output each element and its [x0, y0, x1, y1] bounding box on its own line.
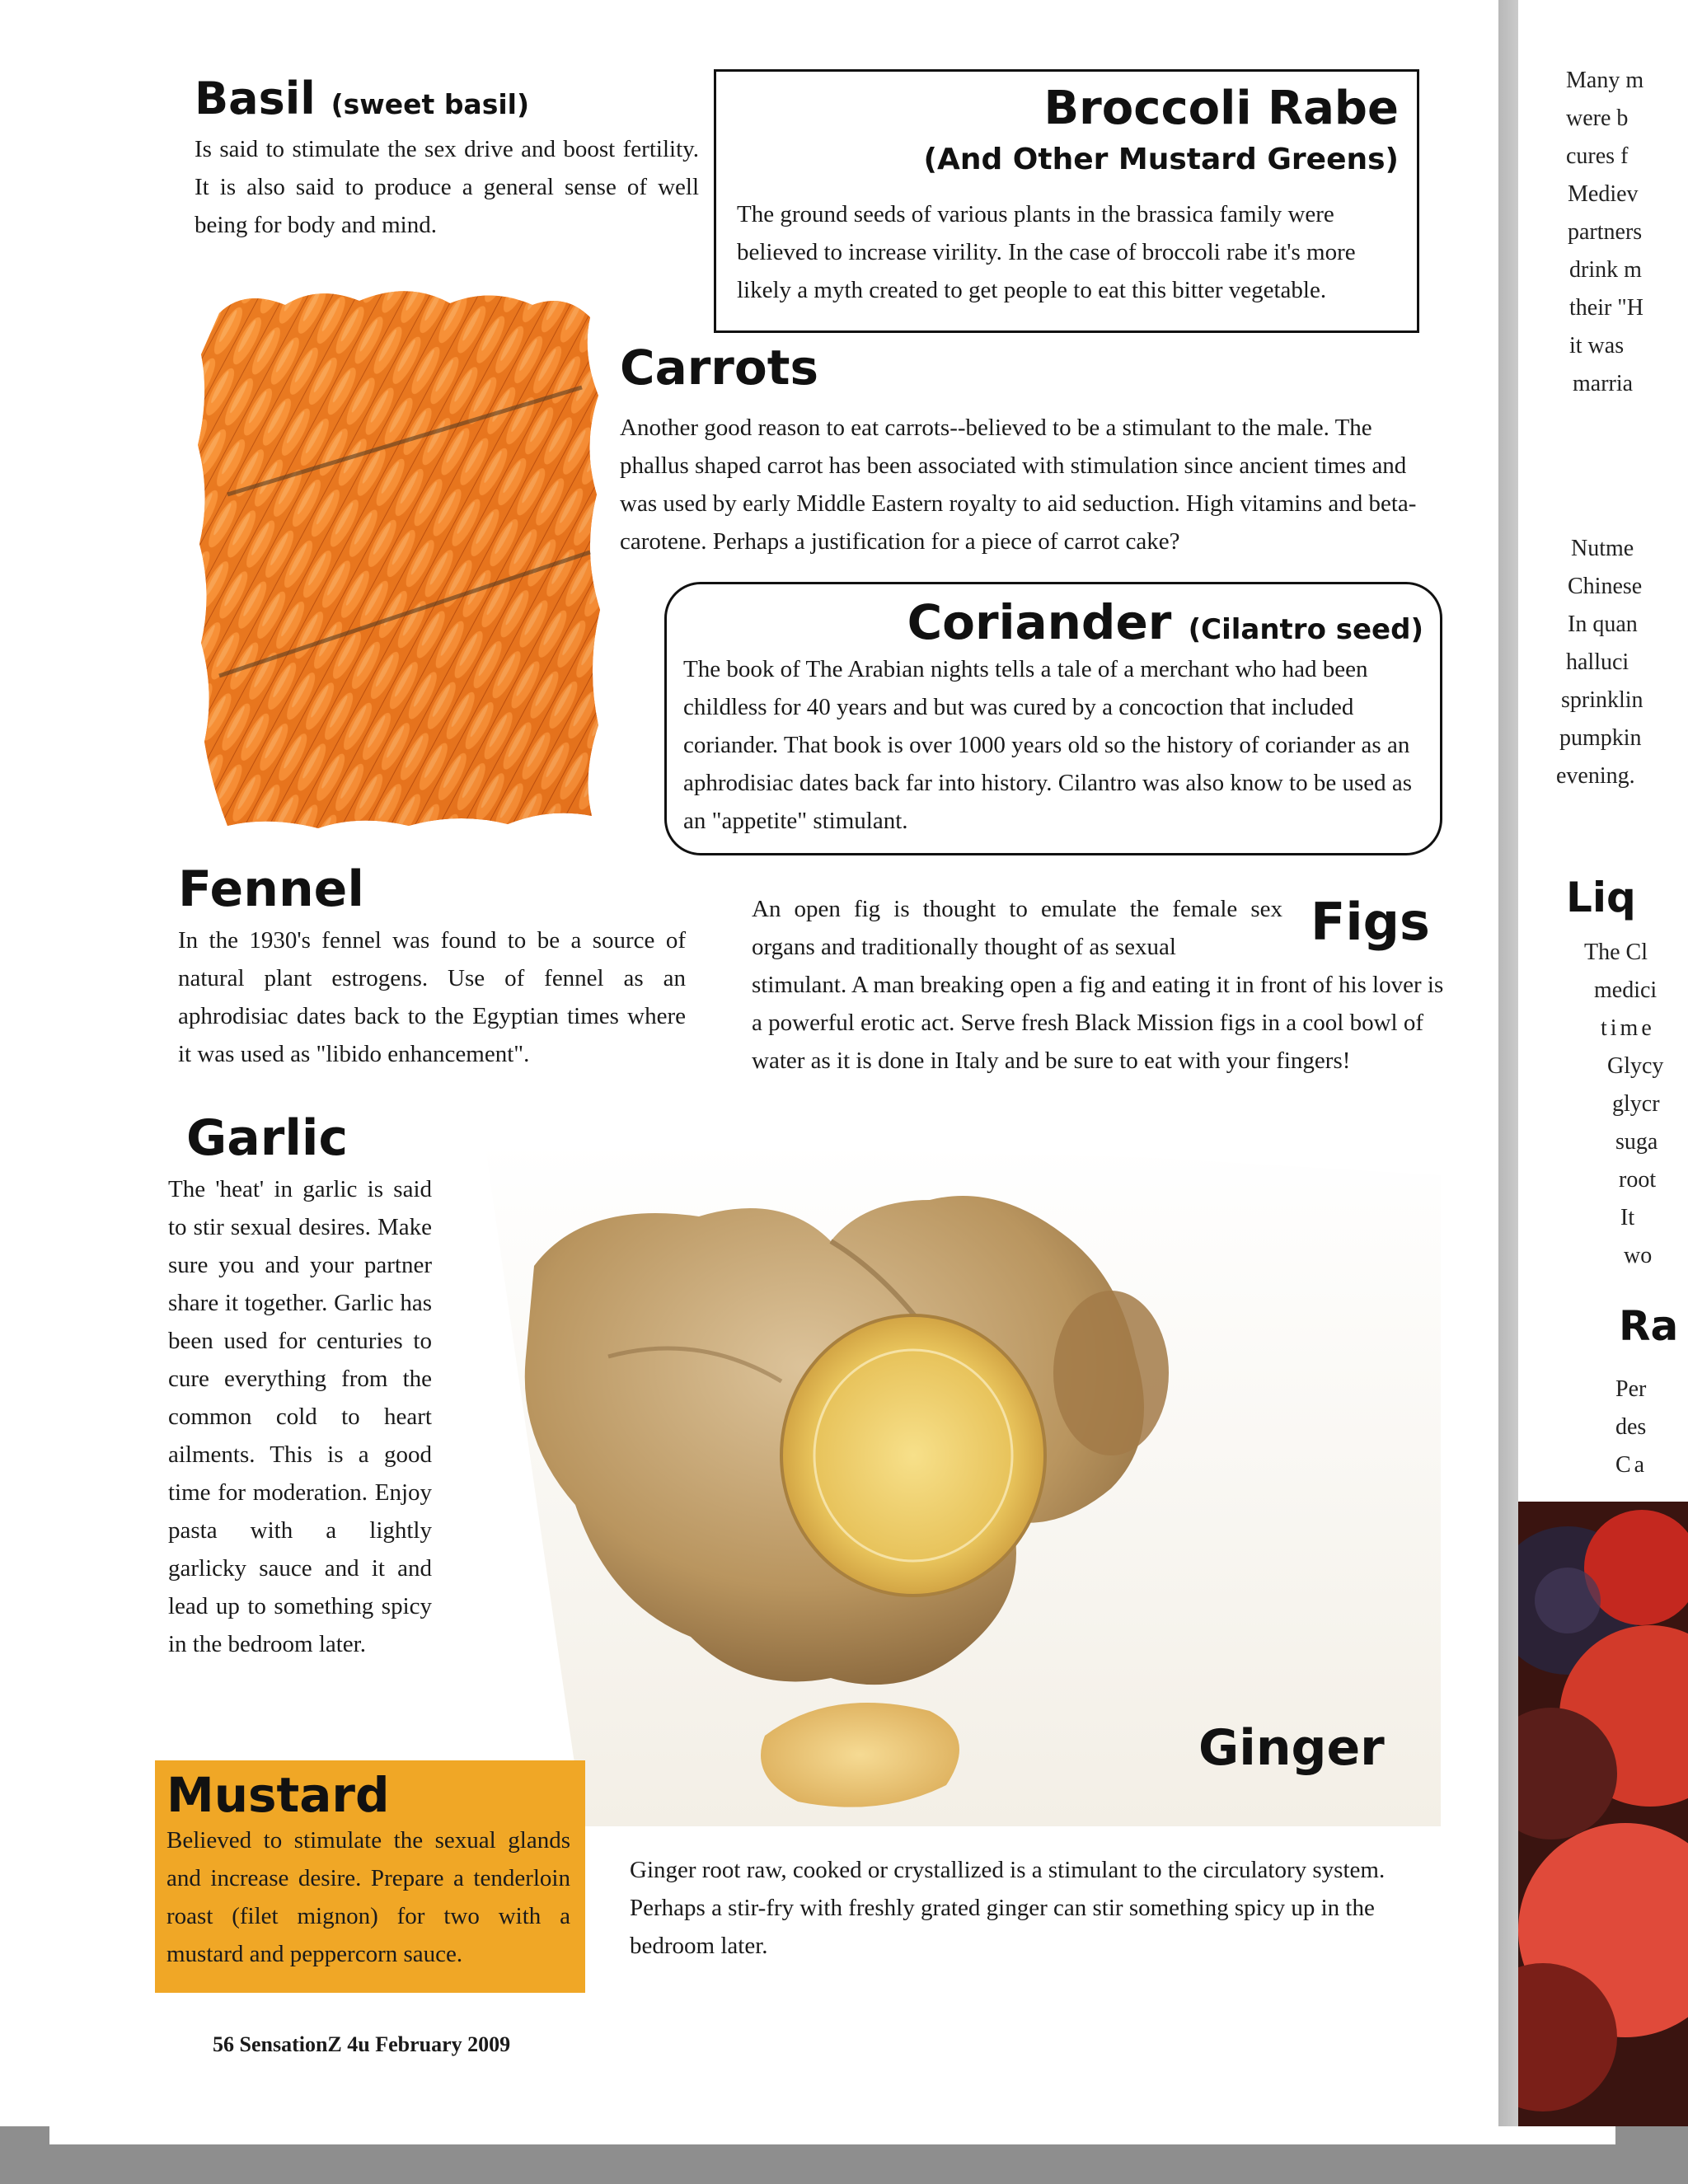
rp-line: sprinklin	[1561, 687, 1643, 713]
coriander-heading	[907, 594, 1423, 650]
rp-line: Per	[1615, 1376, 1647, 1402]
rp-line: It	[1620, 1205, 1635, 1230]
rp-line: Glycy	[1607, 1053, 1664, 1079]
rp-line: Many m	[1566, 68, 1644, 93]
basil-title: Basil	[195, 73, 316, 124]
adjacent-page-edge	[1498, 0, 1688, 2126]
rp-line: partners	[1568, 219, 1643, 245]
rp-line: halluci	[1566, 649, 1629, 675]
mustard-title: Mustard	[166, 1767, 390, 1823]
rp-line: were b	[1566, 105, 1629, 131]
rp-line: glycr	[1612, 1091, 1660, 1117]
rp-line: cures f	[1566, 143, 1629, 169]
page-footer: 56 SensationZ 4u February 2009	[213, 2032, 511, 2056]
rp-line: it was	[1569, 333, 1625, 359]
coriander-subtitle: (Cilantro seed)	[1188, 613, 1423, 646]
rp-line: evening.	[1556, 763, 1635, 789]
rp-heading-liq: Liq	[1566, 874, 1636, 921]
basil-subtitle: (sweet basil)	[331, 88, 530, 120]
basil-body: Is said to stimulate the sex drive and boost fertility. It is also said to produce a general sense of well being for body and mind.	[195, 136, 699, 238]
adjacent-page-content	[1518, 0, 1688, 2126]
carrots-illustration	[195, 280, 607, 832]
rp-line: Ca	[1615, 1452, 1648, 1478]
rp-line: pumpkin	[1559, 725, 1642, 751]
ginger-body: Ginger root raw, cooked or crystallized is a stimulant to the circulatory system. Perhaps a stir-fry with freshly grated ginger can stir something spicy up in the bedroom later.	[630, 1857, 1386, 1959]
carrots-title: Carrots	[620, 340, 819, 396]
basil-heading	[195, 73, 529, 124]
rp-heading-ra: Ra	[1619, 1302, 1679, 1350]
fennel-body: In the 1930's fennel was found to be a source of natural plant estrogens. Use of fennel as an aphrodisiac dates back to the Egyptian times where it was used as "libido enhancement".	[178, 927, 686, 1067]
rp-line: wo	[1624, 1243, 1653, 1268]
broccoli-rabe-subtitle: (And Other Mustard Greens)	[923, 143, 1399, 176]
broccoli-rabe-box	[714, 69, 1419, 333]
rp-line: suga	[1615, 1129, 1658, 1155]
rp-line: des	[1615, 1414, 1647, 1440]
mustard-box	[155, 1760, 585, 1993]
rp-line: drink m	[1569, 257, 1642, 283]
broccoli-rabe-title: Broccoli Rabe	[1043, 82, 1399, 135]
rp-line: Mediev	[1568, 181, 1639, 207]
ginger-title: Ginger	[1198, 1719, 1385, 1777]
coriander-body: The book of The Arabian nights tells a tale of a merchant who had been childless for 40 years and but was cured by a concoction that included coriander. That book is over 1000 years old so the history of coriander as an aphrodisiac dates back far into history. Cilantro was also know to be used as an "appetite" stimulant.	[683, 656, 1413, 834]
rp-line: The Cl	[1584, 940, 1648, 965]
rp-line: root	[1619, 1167, 1657, 1193]
carrots-body: Another good reason to eat carrots--believed to be a stimulant to the male. The phallus shaped carrot has been associated with stimulation since ancient times and was used by early Middle Eastern royalty to aid seduction. High vitamins and beta-carotene. Perhaps a justification for a piece of carrot cake?	[620, 415, 1417, 555]
fennel-title: Fennel	[178, 860, 364, 918]
figs-body-rest: stimulant. A man breaking open a fig and eating it in front of his lover is a powerful erotic act. Serve fresh Black Mission figs in a cool bowl of water as it is done in Italy and be sure to eat with your fingers!	[752, 972, 1444, 1074]
figs-title: Figs	[1311, 892, 1430, 952]
berries-photo	[1518, 1502, 1688, 2126]
figs-body-lead: An open fig is thought to emulate the female sex organs and traditionally thought of as sexual	[752, 896, 1282, 960]
rp-line: In quan	[1568, 612, 1638, 637]
garlic-title: Garlic	[186, 1109, 349, 1167]
coriander-title: Coriander	[907, 594, 1172, 650]
broccoli-rabe-body: The ground seeds of various plants in the brassica family were believed to increase virility. In the case of broccoli rabe it's more likely a myth created to get people to eat this bitter vegetable.	[737, 201, 1356, 303]
rp-line: time	[1601, 1015, 1655, 1041]
rp-line: Chinese	[1568, 574, 1643, 599]
rp-line: medici	[1594, 977, 1658, 1003]
garlic-body: The 'heat' in garlic is said to stir sexual desires. Make sure you and your partner share it together. Garlic has been used for centuries to cure everything from the common cold to heart ailments. This is a good time for moderation. Enjoy pasta with a lightly garlicky sauce and it and lead up to something spicy in the bedroom later.	[168, 1176, 432, 1657]
scan-bottom-edge	[0, 2126, 1688, 2184]
carrots-photo	[195, 280, 607, 832]
rp-line: Nutme	[1571, 536, 1634, 561]
rp-line: their "H	[1569, 295, 1643, 321]
coriander-box	[664, 582, 1442, 855]
mustard-body: Believed to stimulate the sexual glands and increase desire. Prepare a tenderloin roast (filet mignon) for two with a mustard and peppercorn sauce.	[166, 1827, 570, 1967]
rp-line: marria	[1573, 371, 1634, 396]
